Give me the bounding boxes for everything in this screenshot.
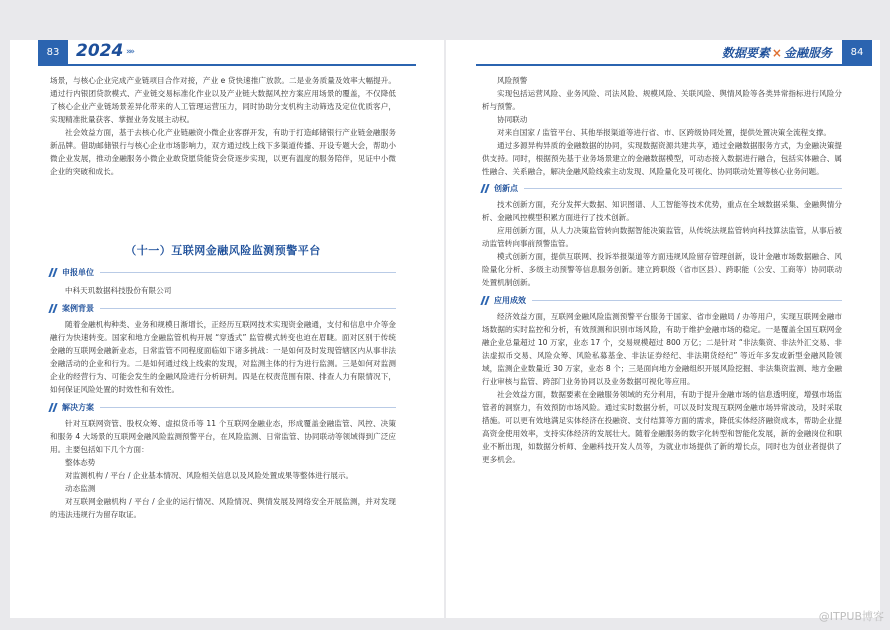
applicant-label: 申报单位 <box>62 267 94 277</box>
item-title: 风险预警 <box>497 76 528 85</box>
innovation-label: 创新点 <box>494 183 518 193</box>
year-logo: 2024 <box>76 41 124 61</box>
solution-heading <box>50 400 396 414</box>
innovation-paragraph: 技术创新方面，充分发挥大数据、知识图谱、人工智能等技术优势，重点在全域数据采集、金融舆情分析、金融风控模型积累方面进行了技术创新。 <box>482 200 842 222</box>
left-header <box>10 40 140 64</box>
intro-paragraph: 社会效益方面，基于去核心化产业链融资小微企业客群开发，有助于打造邮储银行产业链金融服务新品牌。借助邮储银行与核心企业市场影响力，双方通过线上线下多渠道传播、开设专题大会，帮助小微企业发展，推动金融服务小微企业敢贷愿贷能贷会贷逐步实现，以更有温度的服务陪伴，见证中小微企业的突破和成长。 <box>50 128 396 176</box>
background-label: 案例背景 <box>62 303 94 313</box>
solution-text: 针对互联网资管、股权众筹、虚拟货币等 11 个互联网金融业态，形成覆盖金融监管、风控、决策和服务 4 大场景的互联网金融风险监测预警平台，在风险监测、日常监管、协同联动等领域得到广泛应用。主要包括如下几个方面： <box>50 419 396 454</box>
section-title: （十一）互联网金融风险监测预警平台 <box>125 244 321 257</box>
page-number: 83 <box>38 40 68 64</box>
effect-paragraph: 社会效益方面，数据要素在金融服务领域的充分利用，有助于提升金融市场的信息透明度，增强市场监管者的洞察力，有效预防市场风险。通过实时数据分析，可以及时发现互联网金融市场异常波动，及时采取措施。可以更有效地满足实体经济在投融资、支付结算等方面的需求，降低实体经济融资成本，帮助企业提高资金使用效率，支持实体经济的发展壮大。随着金融服务的数字化转型和智能化发展，新的金融岗位和职业不断出现，如数据分析师、金融科技开发人员等，为就业市场提供了新的增长点，同时也为创业者提供了更多机会。 <box>482 390 842 464</box>
item-title: 整体态势 <box>65 458 96 467</box>
chevron-icon: »» <box>126 47 134 57</box>
innovation-paragraph: 应用创新方面，从人力决策监管转向数据智能决策监管，从传统法规监管转向科技算法监管，从事后被动监管转向事前预警监管。 <box>482 226 842 248</box>
left-page <box>10 40 444 618</box>
brand-title: 数据要素 × 金融服务 <box>721 46 832 60</box>
background-text: 随着金融机构种类、业务和规模日渐增长，正经历互联网技术实现资金融通，支付和信息中介等金融行为快速转变。国家和地方金融监管机构开展 “穿透式” 监管模式转变也迫在眉睫。面对区别于传统金融的互联网金融新业态，日常监管不同程度面临如下诸多挑战：一是如何及时发现管辖区内从事非法金融活动的企业和行为。二是如何通过线上线索的发现，对监测主体的行为进行监测。三是如何对监测企业的经营行为、可能会发生的金融风险进行分析研判。四是在权责范围有限、排查人力有限情况下，如何保证风险处置的时效性和有效性。 <box>50 320 396 394</box>
item-title: 协同联动 <box>497 115 528 124</box>
solution-label: 解决方案 <box>62 402 94 412</box>
item-text: 通过多源异构异质的金融数据的协同，实现数据资源共建共享，通过金融数据服务方式，为金融决策提供支持。同时，根据预先基于业务场景建立的金融数据模型，可动态接入数据进行融合，包括实体融合、属性融合、关系融合，解决金融风险线索主动发现、风险量化及可视化、协同联动处置等核心业务问题。 <box>482 141 842 176</box>
effect-label: 应用成效 <box>494 295 526 305</box>
item-text: 实现包括运营风险、业务风险、司法风险、规模风险、关联风险、舆情风险等各类异常指标进行风险分析与预警。 <box>482 89 842 111</box>
page-number: 84 <box>842 40 872 64</box>
slash-icon <box>482 184 489 193</box>
intro-paragraph: 场景，与核心企业完成产业链项目合作对接，产业 e 贷快速推广放款。二是业务质量及效率大幅提升。通过行内银团贷款模式、产业链交易标准化作业以及产业链大数据风控方案应用场景的覆盖，不仅降低了核心企业产业链场景差异化带来的人工管理运营压力，同时协助分支机构主动筛选及定位优质客户，实现精准批量获客、掌握业务发展主动权。 <box>50 76 396 124</box>
slash-icon <box>50 403 57 412</box>
item-text: 对监测机构 / 平台 / 企业基本情况、风险相关信息以及风险处置成果等整体进行展示。 <box>65 471 354 480</box>
header-rule <box>476 64 872 66</box>
effect-paragraph: 经济效益方面，互联网金融风险监测预警平台服务于国家、省市金融局 / 办等用户，实现互联网金融市场数据的实时监控和分析，有效预测和识别市场风险，有助于维护金融市场的稳定。一是覆盖全国互联网金融企业总量超过 10 万家，业态 17 个，交易规模超过 800 万亿；二是针对 “非法集资、非法外汇交易、非法虚拟币交易、风险众筹、风险私募基金、非法证券经纪、非法期货经纪” 等近年多发或新型金融风险领域，监测企业数量近 30 万家，业态 8 个；三是面向地方金融组织开展风险挖掘、非法集资监测、地方金融行业审核与监管、跨部门业务协同以及业务数据可视化等应用。 <box>482 312 842 386</box>
left-content <box>50 74 396 521</box>
applicant-heading <box>50 265 396 279</box>
applicant-name: 中科天玑数据科技股份有限公司 <box>65 286 172 295</box>
header-rule <box>38 64 416 66</box>
right-page <box>446 40 880 618</box>
background-heading <box>50 301 396 315</box>
effect-heading <box>482 293 842 307</box>
slash-icon <box>482 296 489 305</box>
item-text: 对互联网金融机构 / 平台 / 企业的运行情况、风险情况、舆情发展及网络安全开展监测，并对发现的违法违规行为留存取证。 <box>50 497 396 519</box>
slash-icon <box>50 304 57 313</box>
item-text: 对来自国家 / 监管平台、其他举报渠道等进行省、市、区跨级协同处置，提供处置决策全流程支撑。 <box>497 128 831 137</box>
cross-icon: × <box>771 46 782 60</box>
slash-icon <box>50 268 57 277</box>
watermark: @ITPUB博客 <box>818 610 884 623</box>
innovation-paragraph: 模式创新方面，提供互联网、投诉举报渠道等方面违规风险留存管理创新，设计金融市场数据融合、风险量化分析、多级主动预警等信息服务创新。建立跨职级（省市区县）、跨职能（公安、工商等）协同联动处置机制创新。 <box>482 252 842 287</box>
right-content <box>482 74 842 466</box>
right-header <box>720 40 880 64</box>
innovation-heading <box>482 181 842 195</box>
item-title: 动态监测 <box>65 484 96 493</box>
